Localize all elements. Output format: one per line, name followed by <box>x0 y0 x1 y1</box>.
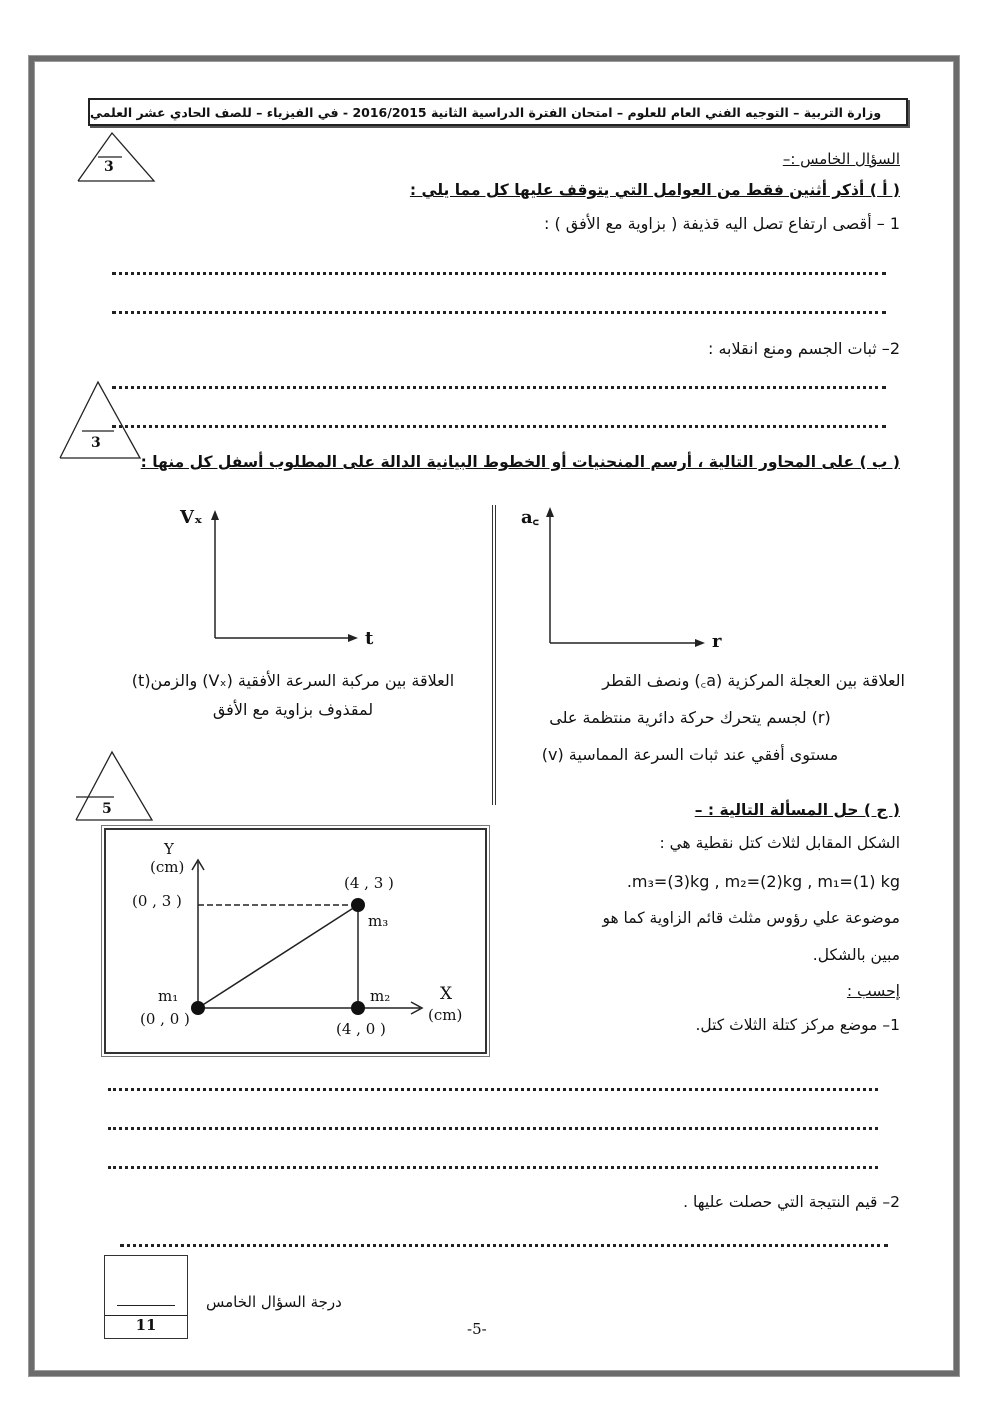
fig-y-unit: (cm) <box>150 858 185 876</box>
part-c-heading: ( ج ) حل المسألة التالية : – <box>694 801 900 819</box>
problem-line-3: موضوعة علي رؤوس مثلث قائم الزاوية كما هو <box>602 909 900 927</box>
graph-1-caption-2: لمقذوف بزاوية مع الأفق <box>212 700 374 719</box>
part-b-heading: ( ب ) على المحاور التالية ، أرسم المنحنيات أو الخطوط البيانية الدالة على المطلوب أسفل كل منها : <box>140 453 900 471</box>
problem-line-1: الشكل المقابل لثلاث كتل نقطية هي : <box>659 834 900 852</box>
answer-line[interactable] <box>112 311 886 314</box>
graph-vx-t[interactable] <box>200 508 370 652</box>
score-blank-line[interactable] <box>117 1305 175 1306</box>
total-score-box <box>104 1255 188 1339</box>
answer-line[interactable] <box>120 1244 888 1247</box>
compute-label: إحسب : <box>846 982 900 1000</box>
part-a-heading: ( أ ) أذكر أثنين فقط من العوامل التي يتوقف عليها كل مما يلي : <box>409 181 900 199</box>
graph-2-caption-1: العلاقة بين العجلة المركزية (a꜀) ونصف القطر <box>602 671 905 690</box>
problem-line-4: مبين بالشكل. <box>812 946 900 964</box>
graph-1-x-label: t <box>365 628 374 649</box>
masses-figure <box>104 828 487 1054</box>
fig-m1-label: m₁ <box>158 987 179 1005</box>
score-triangle-part-c <box>74 750 154 822</box>
score-triangle-part-b <box>58 380 142 460</box>
graph-2-y-label: a꜀ <box>521 507 539 528</box>
answer-line[interactable] <box>112 386 886 389</box>
score-triangle-part-a <box>76 131 156 183</box>
part-b-score: 3 <box>91 435 101 451</box>
part-a-item-2: 2– ثبات الجسم ومنع انقلابه : <box>707 339 900 358</box>
task-2: 2– قيم النتيجة التي حصلت عليها . <box>683 1193 900 1211</box>
answer-line[interactable] <box>108 1088 878 1091</box>
answer-line[interactable] <box>108 1166 878 1169</box>
part-a-score: 3 <box>104 159 114 175</box>
fig-y-axis-label: Y <box>164 840 174 858</box>
part-c-score: 5 <box>102 801 112 817</box>
exam-header <box>88 98 908 126</box>
exam-header-text: وزارة التربية – التوجيه الفني العام للعلوم – امتحان الفترة الدراسية الثانية 2016/2015 - في الفيزياء – للصف الحادي عشر العلمي <box>90 104 882 120</box>
fig-m2-coord: (4 , 0 ) <box>336 1020 386 1038</box>
fig-m1-coord: (0 , 0 ) <box>140 1010 190 1028</box>
total-score-label: درجة السؤال الخامس <box>206 1293 342 1311</box>
total-score: 11 <box>135 1316 157 1334</box>
graph-2-caption-3: مستوى أفقي عند ثبات السرعة المماسية (v) <box>541 745 839 764</box>
graph-ac-r[interactable] <box>537 505 717 654</box>
graph-1-y-label: Vₓ <box>180 507 203 528</box>
answer-line[interactable] <box>108 1127 878 1130</box>
fig-m2-label: m₂ <box>370 987 391 1005</box>
question-title: السؤال الخامس :– <box>782 150 900 168</box>
task-1: 1– موضع مركز كتلة الثلاث كتل. <box>695 1016 900 1034</box>
graph-2-caption-2: (r) لجسم يتحرك حركة دائرية منتظمة على <box>549 708 831 727</box>
graph-1-caption-1: العلاقة بين مركبة السرعة الأفقية (Vₓ) والزمن(t) <box>131 671 455 690</box>
graph-2-x-label: r <box>712 631 722 652</box>
fig-x-axis-label: X <box>440 984 453 1004</box>
fig-m3-coord: (4 , 3 ) <box>344 874 394 892</box>
answer-line[interactable] <box>112 425 886 428</box>
fig-y-tick: (0 , 3 ) <box>132 892 182 910</box>
problem-masses: .m₃=(3)kg , m₂=(2)kg , m₁=(1) kg <box>626 872 900 891</box>
page-number: -5- <box>467 1320 487 1338</box>
fig-m3-label: m₃ <box>368 912 389 930</box>
answer-line[interactable] <box>112 272 886 275</box>
column-divider <box>492 505 496 805</box>
fig-x-unit: (cm) <box>428 1006 463 1024</box>
part-a-item-1: 1 – أقصى ارتفاع تصل اليه قذيفة ( بزاوية مع الأفق ) : <box>543 214 900 233</box>
